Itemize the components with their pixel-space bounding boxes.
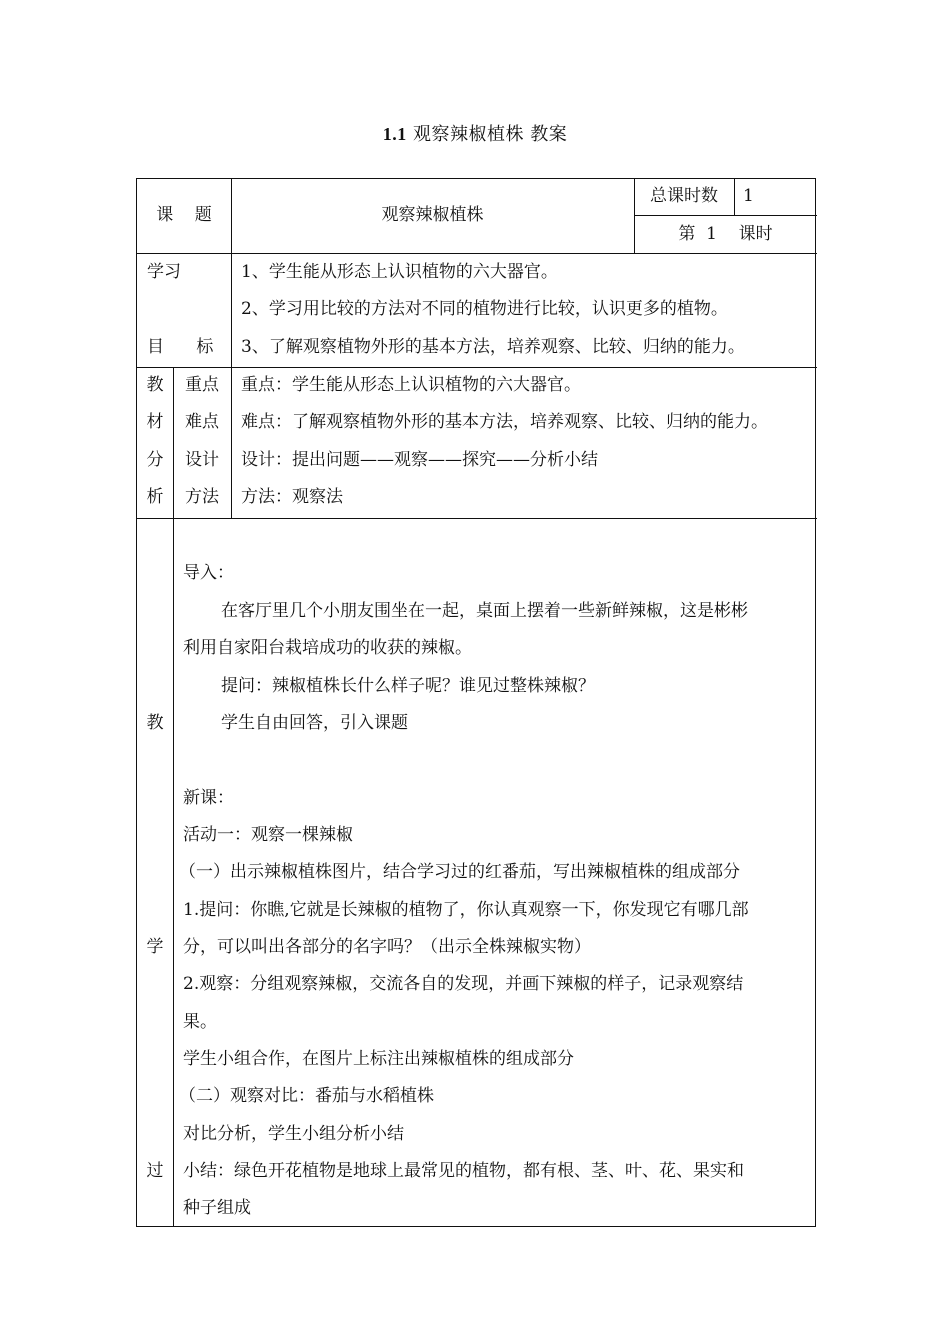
analysis-row-label: 方法 <box>185 487 219 507</box>
lesson-plan-table <box>136 178 816 1227</box>
row-divider <box>137 367 817 368</box>
objective-item: 3、了解观察植物外形的基本方法，培养观察、比较、归纳的能力。 <box>241 337 745 357</box>
col-divider <box>734 179 735 215</box>
process-line: 提问：辣椒植株长什么样子呢？谁见过整株辣椒？ <box>221 676 595 696</box>
analysis-row-label: 难点 <box>185 412 219 432</box>
analysis-side-char: 教 <box>146 375 164 395</box>
objectives-label-top: 学习 <box>147 262 181 282</box>
process-line: 果。 <box>183 1012 217 1032</box>
process-line: 分，可以叫出各部分的名字吗？（出示全株辣椒实物） <box>183 937 591 957</box>
topic-label: 课 题 <box>156 205 212 225</box>
process-line: 1.提问：你瞧,它就是长辣椒的植物了，你认真观察一下，你发现它有哪几部 <box>183 900 749 920</box>
process-line: 对比分析，学生小组分析小结 <box>183 1124 404 1144</box>
objective-item: 1、学生能从形态上认识植物的六大器官。 <box>241 262 558 282</box>
process-side-char: 过 <box>146 1161 164 1181</box>
analysis-row-text: 设计：提出问题——观察——探究——分析小结 <box>241 450 598 470</box>
row-divider <box>137 253 817 254</box>
process-side-char: 学 <box>146 937 164 957</box>
analysis-side-char: 析 <box>146 487 164 507</box>
analysis-row-text: 重点：学生能从形态上认识植物的六大器官。 <box>241 375 581 395</box>
process-line: 学生小组合作，在图片上标注出辣椒植株的组成部分 <box>183 1049 574 1069</box>
process-line: 种子组成 <box>183 1198 251 1218</box>
total-hours-value: 1 <box>743 186 754 206</box>
process-line: 活动一：观察一棵辣椒 <box>183 825 353 845</box>
analysis-row-text: 方法：观察法 <box>241 487 343 507</box>
objective-item: 2、学习用比较的方法对不同的植物进行比较，认识更多的植物。 <box>241 299 728 319</box>
total-hours-label: 总课时数 <box>650 186 718 206</box>
process-line: 利用自家阳台栽培成功的收获的辣椒。 <box>183 638 472 658</box>
title-text: 观察辣椒植株 教案 <box>413 124 568 145</box>
analysis-side-char: 分 <box>146 450 164 470</box>
process-line: （二）观察对比：番茄与水稻植株 <box>179 1086 434 1106</box>
intro-heading: 导入： <box>183 563 234 583</box>
col-divider <box>231 253 232 367</box>
document-title <box>0 120 950 146</box>
process-line: 在客厅里几个小朋友围坐在一起，桌面上摆着一些新鲜辣椒，这是彬彬 <box>221 601 748 621</box>
row-divider <box>137 518 817 519</box>
analysis-row-text: 难点：了解观察植物外形的基本方法，培养观察、比较、归纳的能力。 <box>241 412 768 432</box>
new-lesson-heading: 新课： <box>183 788 234 808</box>
col-divider <box>231 367 232 518</box>
session-number: 第 1 课时 <box>678 224 773 244</box>
row-divider <box>634 215 817 216</box>
analysis-row-label: 重点 <box>185 375 219 395</box>
analysis-row-label: 设计 <box>185 450 219 470</box>
process-side-char: 教 <box>146 713 164 733</box>
topic-value: 观察辣椒植株 <box>381 205 484 225</box>
process-line: （一）出示辣椒植株图片，结合学习过的红番茄，写出辣椒植株的组成部分 <box>179 862 740 882</box>
process-line: 学生自由回答，引入课题 <box>221 713 408 733</box>
analysis-side-char: 材 <box>146 412 164 432</box>
process-line: 小结：绿色开花植物是地球上最常见的植物，都有根、茎、叶、花、果实和 <box>183 1161 744 1181</box>
title-number: 1.1 <box>382 124 407 144</box>
objectives-label-bottom: 目 标 <box>147 337 214 357</box>
process-line: 2.观察：分组观察辣椒，交流各自的发现，并画下辣椒的样子，记录观察结 <box>183 974 744 994</box>
